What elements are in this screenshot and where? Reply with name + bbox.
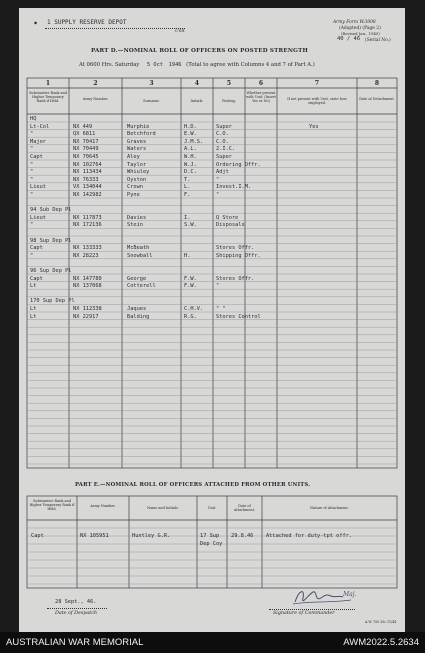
cell-num: NX 137068: [73, 283, 102, 290]
cell-name: Huntley G.R.: [132, 533, 171, 539]
cell-num: NX 142982: [73, 192, 102, 198]
part-e-title: PART E.—NOMINAL ROLL OF OFFICERS ATTACHED FROM OTHER UNITS.: [75, 482, 311, 488]
col-head-detachment: Date of Detachment.: [359, 97, 395, 101]
cell-surname: Stein: [127, 222, 143, 229]
cell-rank: ": [30, 146, 34, 153]
cell-rank: 170 Sup Dep Pl: [30, 298, 75, 305]
cell-rank: Lt: [30, 283, 37, 290]
e-head-nature: Nature of Attachment.: [310, 506, 349, 510]
form-revised: (Revised Jan., 1945): [341, 31, 380, 36]
e-head-date: Date of Attachment.: [233, 504, 256, 512]
col-head-posting: Posting.: [222, 99, 236, 103]
cell-rank: Capt: [30, 275, 43, 282]
cell-num: NX 70449: [73, 146, 99, 153]
cell-post: Stores Control: [216, 313, 261, 320]
archive-name: AUSTRALIAN WAR MEMORIAL: [6, 637, 144, 648]
cell-post: Stores Offr.: [216, 245, 255, 252]
cell-rank: Capt: [31, 533, 44, 539]
col-head-army-number: Army Number.: [82, 97, 109, 101]
cell-surname: Betchford: [127, 131, 156, 138]
cell-surname: McBeath: [127, 245, 150, 252]
cell-num: NX 147780: [73, 275, 102, 282]
cell-surname: George: [127, 275, 147, 282]
cell-post: Super: [216, 154, 232, 160]
cell-rank: Major: [30, 138, 46, 145]
col-head-employed: If not present with Unit, state how employed.: [287, 97, 347, 105]
col-num-8: 8: [374, 80, 380, 87]
cell-init: R.G.: [184, 313, 197, 320]
cell-num: NX 102764: [73, 161, 102, 168]
cell-unit: Dep Coy: [200, 541, 223, 547]
col-head-present: Whether present with Unit. (Insert Yes or No): [246, 91, 276, 103]
archive-reference: AWM2022.5.2634: [343, 637, 419, 648]
cell-post: Super: [216, 123, 232, 130]
cell-surname: Pyne: [127, 192, 140, 198]
cell-num: NX 117873: [73, 214, 102, 221]
cell-num: NX 172136: [73, 222, 102, 229]
cell-init: C.H.V.: [184, 306, 204, 312]
cell-post: " ": [216, 306, 226, 312]
cell-num: VX 134044: [73, 184, 102, 191]
print-code: A.W. 700 35c 11/44: [365, 620, 397, 624]
cell-rank: Lieut: [30, 214, 46, 221]
cell-num: NX 22917: [73, 313, 99, 320]
cell-init: H.D.: [184, 123, 197, 130]
cell-init: E.W.: [184, 131, 197, 138]
cell-init: I.: [184, 214, 191, 221]
e-head-unit: Unit.: [207, 506, 217, 510]
time-line-pre: At 0600 Hrs. Saturday: [79, 62, 140, 68]
col-num-2: 2: [93, 80, 98, 87]
cell-init: T.: [184, 176, 191, 183]
signature-caption: Signature of Commander: [273, 611, 335, 616]
despatch-caption: Date of Despatch: [55, 611, 97, 616]
header-star: ◆: [34, 20, 38, 25]
time-date: 5 Oct: [147, 62, 163, 68]
serial-caption: (Serial No.): [365, 38, 391, 43]
cell-rank: ": [30, 222, 34, 229]
cell-num: NX 70417: [73, 138, 99, 145]
col-head-initials: Initials.: [190, 99, 204, 103]
cell-init: F.W.: [184, 283, 197, 290]
cell-rank: 96 Sup Dep Pl: [30, 268, 72, 274]
cell-post: C.O.: [216, 131, 229, 138]
cell-init: H.: [184, 252, 191, 259]
archive-footer: [0, 632, 425, 653]
cell-surname: Snowball: [127, 252, 153, 259]
cell-post: ": [216, 176, 220, 183]
cell-surname: Graves: [127, 138, 147, 145]
cell-rank: 98 Sup Dep Pl: [30, 237, 72, 244]
cell-init: F.: [184, 192, 191, 198]
cell-surname: Balding: [127, 313, 150, 320]
cell-surname: Whiuley: [127, 169, 150, 176]
cell-surname: Jaques: [127, 306, 147, 312]
despatch-date: 28 Sept., 46.: [55, 599, 97, 605]
cell-rank: ": [30, 252, 34, 259]
cell-num: NX 28223: [73, 252, 99, 259]
cell-num: NX 76333: [73, 176, 99, 183]
cell-num: QX 6811: [73, 131, 96, 138]
col-num-1: 1: [45, 80, 51, 87]
cell-rank: 94 Sub Dep Pl: [30, 207, 72, 214]
col-num-3: 3: [149, 80, 154, 87]
time-year: 1946: [168, 62, 182, 68]
cell-rank: ": [30, 176, 34, 183]
cell-post: ": [216, 192, 220, 198]
cell-init: F.W.: [184, 275, 197, 282]
cell-surname: Davies: [127, 214, 147, 221]
cell-rank: Lt: [30, 306, 37, 312]
cell-num: NX 449: [73, 123, 93, 130]
cell-surname: Cotterell: [127, 283, 156, 290]
col-head-rank: Substantive Rank and Higher Temporary Rank if Held.: [29, 91, 67, 103]
col-num-6: 6: [258, 80, 264, 87]
cell-surname: Taylor: [127, 161, 147, 168]
col-num-7: 7: [314, 80, 320, 87]
cell-init: L.: [184, 184, 191, 191]
cell-num: NX 70645: [73, 154, 99, 160]
e-head-rank: Substantive Rank and Higher Temporary Rank if Held.: [29, 499, 75, 511]
cell-post: Disposals: [216, 222, 245, 229]
commander-signature: [289, 586, 359, 608]
cell-num: NX 133333: [73, 245, 102, 252]
signature-rank: Maj.: [343, 591, 357, 598]
unit-caption: Unit: [175, 29, 185, 34]
cell-rank: ": [30, 169, 34, 176]
time-line-post: (Total to agree with Columns 4 and 7 of Part A.): [186, 62, 315, 68]
col-num-5: 5: [226, 80, 232, 87]
e-head-name: Name and Initials.: [147, 506, 179, 510]
cell-rank: ": [30, 131, 34, 138]
cell-post: Stores Offr.: [216, 275, 255, 282]
cell-rank: Lt: [30, 313, 37, 320]
cell-init: S.W.: [184, 222, 197, 229]
form-name: Army Form W.3008: [333, 20, 376, 25]
cell-post: Invest.I.M.: [216, 184, 252, 191]
cell-init: A.L.: [184, 146, 197, 153]
cell-emp: Yes: [309, 123, 319, 130]
cell-surname: Aley: [127, 154, 140, 160]
part-d-title: PART D.—NOMINAL ROLL OF OFFICERS ON POSTED STRENGTH: [91, 48, 308, 54]
cell-num: NX 105951: [80, 533, 109, 539]
cell-nature: Attached for duty-tpt offr.: [266, 533, 353, 539]
cell-post: C.O.: [216, 138, 229, 145]
cell-init: W.H.: [184, 154, 197, 160]
unit-name: 1 SUPPLY RESERVE DEPOT: [47, 19, 127, 26]
cell-date: 29.8.46: [231, 533, 254, 539]
cell-rank: HQ: [30, 116, 37, 122]
cell-rank: Capt: [30, 245, 43, 252]
cell-rank: Lt-Col: [30, 123, 50, 130]
cell-unit: 17 Sup: [200, 533, 220, 539]
form-adapted: (Adapted) (Page 2): [339, 26, 381, 31]
cell-post: Shipping Offr.: [216, 252, 261, 259]
cell-init: J.M.S.: [184, 138, 204, 145]
col-head-surname: Surname.: [143, 99, 160, 103]
cell-rank: ": [30, 161, 34, 168]
cell-post: ": [216, 283, 220, 290]
cell-surname: Oyston: [127, 176, 147, 183]
col-num-4: 4: [194, 80, 200, 87]
cell-init: D.C.: [184, 169, 197, 176]
cell-num: NX 113434: [73, 169, 102, 176]
despatch-underline: [47, 608, 107, 609]
e-head-army-number: Army Number.: [90, 504, 116, 508]
cell-rank: ": [30, 192, 34, 198]
cell-rank: Lieut: [30, 184, 46, 191]
cell-rank: Capt: [30, 154, 43, 160]
cell-surname: Crown: [127, 184, 143, 191]
cell-surname: Waters: [127, 146, 147, 153]
cell-init: W.J.: [184, 161, 197, 168]
cell-surname: Murphie: [127, 123, 150, 130]
signature-underline: [269, 609, 355, 610]
document-page: [19, 8, 405, 632]
cell-post: Q Store: [216, 214, 239, 221]
cell-post: 2.I.C.: [216, 146, 236, 153]
cell-num: NX 112338: [73, 306, 102, 312]
cell-post: Ordering Offr.: [216, 161, 261, 168]
cell-post: Adjt: [216, 169, 229, 176]
serial-number: 40 / 46: [337, 36, 361, 42]
